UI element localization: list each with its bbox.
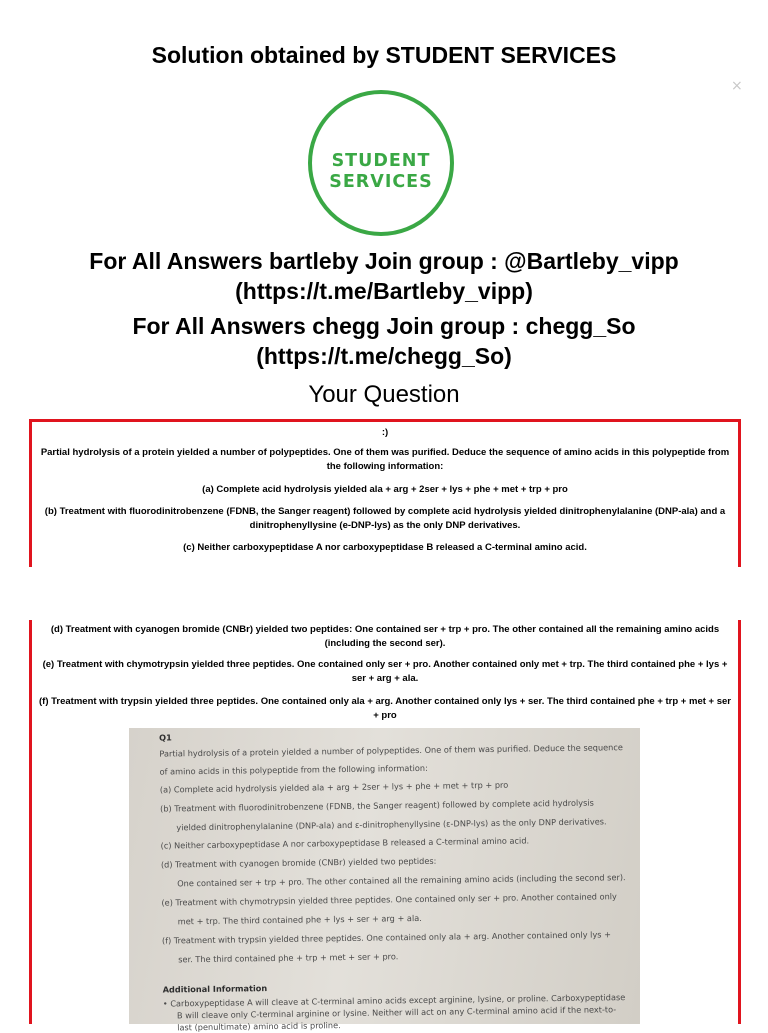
photo-line: (e) Treatment with chymotrypsin yielded three peptides. One contained only ser + pro. Another contained only [161, 891, 617, 908]
chegg-group-text[interactable] [0, 311, 768, 371]
photo-line: ser. The third contained phe + trp + met + ser + pro. [178, 951, 399, 965]
question-item-a: (a) Complete acid hydrolysis yielded ala + arg + 2ser + lys + phe + met + trp + pro [202, 484, 568, 495]
photo-line: (a) Complete acid hydrolysis yielded ala + arg + 2ser + lys + phe + met + trp + pro [159, 779, 509, 795]
question-box-1 [29, 419, 741, 567]
question-photo [129, 728, 640, 1033]
photo-line: Additional Information [162, 983, 268, 995]
photo-line: • Carboxypeptidase A will cleave at C-terminal amino acids except arginine, lysine, or proline. Carboxypeptidase [162, 992, 626, 1009]
photo-line: of amino acids in this polypeptide from the following information: [159, 762, 428, 777]
question-item-b: (b) Treatment with fluorodinitrobenzene (FDNB, the Sanger reagent) followed by complete acid hydrolysis yielded dinitrophenylalanine (DNP-ala) and a dinitrophenyllysine (e-DNP-lys) as the only DNP derivatives. [44, 506, 726, 531]
photo-line: Q1 [159, 732, 172, 743]
question-smiley: :) [381, 427, 389, 438]
bartleby-line: For All Answers bartleby Join group : @Bartleby_vipp [89, 248, 679, 274]
photo-line: (b) Treatment with fluorodinitrobenzene (FDNB, the Sanger reagent) followed by complete acid hydrolysis [160, 797, 594, 814]
photo-line: (f) Treatment with trypsin yielded three peptides. One contained only ala + arg. Another contained only lys + [161, 929, 612, 946]
photo-line: One contained ser + trp + pro. The other contained all the remaining amino acids (including the second ser). [177, 872, 626, 889]
photo-line: B will cleave only C-terminal arginine or lysine. Neither will act on any C-terminal amino acid if the next-to- [176, 1004, 617, 1021]
photo-line: Partial hydrolysis of a protein yielded a number of polypeptides. One of them was purified. Deduce the sequence [159, 742, 623, 759]
question-item-f: (f) Treatment with trypsin yielded three peptides. One contained only ala + arg. Another contained only lys + ser. The third contained phe + trp + met + ser + pro [39, 696, 731, 721]
photo-line: met + trp. The third contained phe + lys + ser + arg + ala. [177, 912, 422, 927]
photo-line: yielded dinitrophenylalanine (DNP-ala) and ε-dinitrophenyllysine (ε-DNP-lys) as the only DNP derivatives. [176, 816, 607, 833]
question-item-e: (e) Treatment with chymotrypsin yielded three peptides. One contained only ser + pro. Another contained only met + trp. The third contained phe + lys + ser + arg + ala. [42, 659, 728, 684]
page-title: Solution obtained by STUDENT SERVICES [151, 42, 617, 68]
bartleby-group-text[interactable] [0, 246, 768, 306]
bartleby-link[interactable]: (https://t.me/Bartleby_vipp) [235, 278, 533, 304]
student-services-logo [306, 88, 456, 238]
photo-line: (c) Neither carboxypeptidase A nor carboxypeptidase B released a C-terminal amino acid. [160, 835, 530, 851]
logo-line-2: SERVICES [329, 172, 433, 192]
logo-line-1: STUDENT [331, 151, 431, 171]
chegg-line: For All Answers chegg Join group : chegg_So [132, 313, 636, 339]
question-item-d: (d) Treatment with cyanogen bromide (CNBr) yielded two peptides: One contained ser + trp + pro. The other contained all the remaining amino acids (including the second ser). [50, 624, 720, 649]
close-icon[interactable]: × [731, 78, 743, 94]
chegg-link[interactable]: (https://t.me/chegg_So) [256, 343, 512, 369]
photo-line: last (penultimate) amino acid is proline. [177, 1020, 341, 1033]
your-question-heading: Your Question [308, 381, 460, 408]
question-item-c: (c) Neither carboxypeptidase A nor carboxypeptidase B released a C-terminal amino acid. [183, 542, 587, 553]
question-intro: Partial hydrolysis of a protein yielded a number of polypeptides. One of them was purified. Deduce the sequence of amino acids in this polypeptide from the following information: [40, 447, 730, 472]
photo-line: (d) Treatment with cyanogen bromide (CNBr) yielded two peptides: [160, 855, 437, 870]
